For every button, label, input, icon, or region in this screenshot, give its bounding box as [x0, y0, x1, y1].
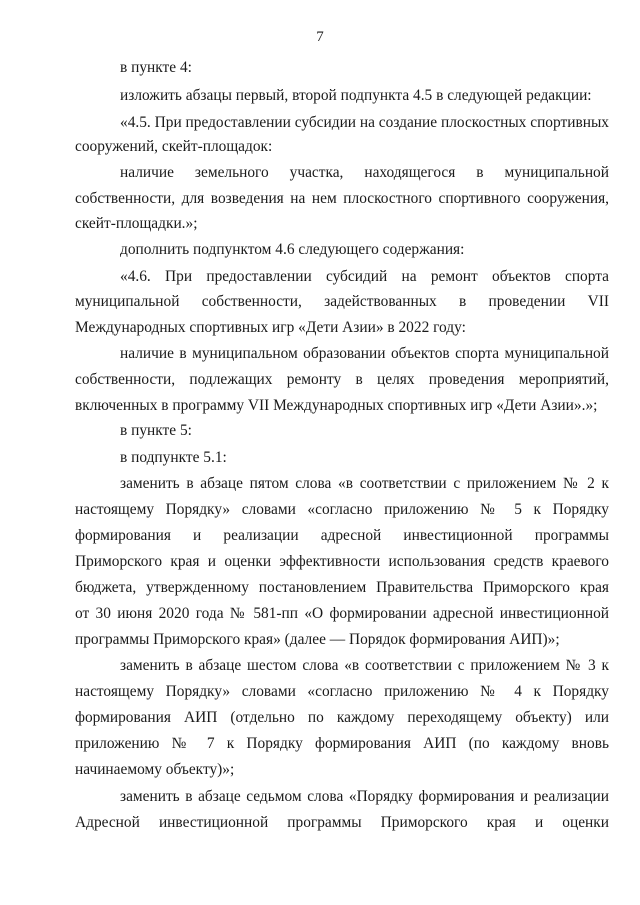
text-line: «4.5. При предоставлении субсидии на создание плоскостных спортивных — [120, 114, 609, 131]
text-line: Адресной инвестиционной программы Приморского края и оценки — [75, 814, 609, 831]
page-number: 7 — [316, 29, 324, 45]
text-line: Международных спортивных игр «Дети Азии» в 2022 году: — [75, 319, 466, 336]
text-line: собственности, для возведения на нем плоскостного спортивного сооружения, — [75, 190, 609, 207]
text-line: настоящему Порядку» словами «согласно приложению № 4 к Порядку — [75, 683, 609, 700]
text-line: сооружений, скейт-площадок: — [75, 138, 273, 155]
text-line: в пункте 5: — [120, 422, 192, 439]
text-line: программы Приморского края» (далее — Порядок формирования АИП)»; — [75, 631, 560, 648]
text-line: собственности, подлежащих ремонту в целях проведения мероприятий, — [75, 371, 609, 388]
text-line: приложению № 7 к Порядку формирования АИП (по каждому вновь — [75, 735, 609, 752]
text-line: скейт-площадки.»; — [75, 215, 198, 232]
text-line: заменить в абзаце шестом слова «в соответствии с приложением № 3 к — [120, 657, 609, 674]
text-line: настоящему Порядку» словами «согласно приложению № 5 к Порядку — [75, 501, 609, 518]
text-line: «4.6. При предоставлении субсидий на ремонт объектов спорта — [120, 268, 609, 285]
text-line: в пункте 4: — [120, 59, 192, 76]
text-line: включенных в программу VII Международных спортивных игр «Дети Азии».»; — [75, 397, 598, 414]
text-line: формирования АИП (отдельно по каждому переходящему объекту) или — [75, 709, 609, 726]
text-line: наличие в муниципальном образовании объектов спорта муниципальной — [120, 345, 609, 362]
text-line: бюджета, утвержденному постановлением Правительства Приморского края — [75, 579, 609, 596]
text-line: дополнить подпунктом 4.6 следующего содержания: — [120, 241, 465, 258]
text-line: изложить абзацы первый, второй подпункта 4.5 в следующей редакции: — [120, 87, 592, 104]
text-line: наличие земельного участка, находящегося в муниципальной — [120, 164, 609, 181]
text-line: муниципальной собственности, задействованных в проведении VII — [75, 293, 609, 310]
text-line: от 30 июня 2020 года № 581-пп «О формировании адресной инвестиционной — [75, 605, 609, 622]
text-line: формирования и реализации адресной инвестиционной программы — [75, 527, 609, 544]
text-line: в подпункте 5.1: — [120, 449, 227, 466]
text-line: заменить в абзаце пятом слова «в соответствии с приложением № 2 к — [120, 475, 609, 492]
text-line: Приморского края и оценки эффективности использования средств краевого — [75, 553, 609, 570]
text-line: заменить в абзаце седьмом слова «Порядку формирования и реализации — [120, 788, 609, 805]
text-line: начинаемому объекту)»; — [75, 761, 235, 778]
